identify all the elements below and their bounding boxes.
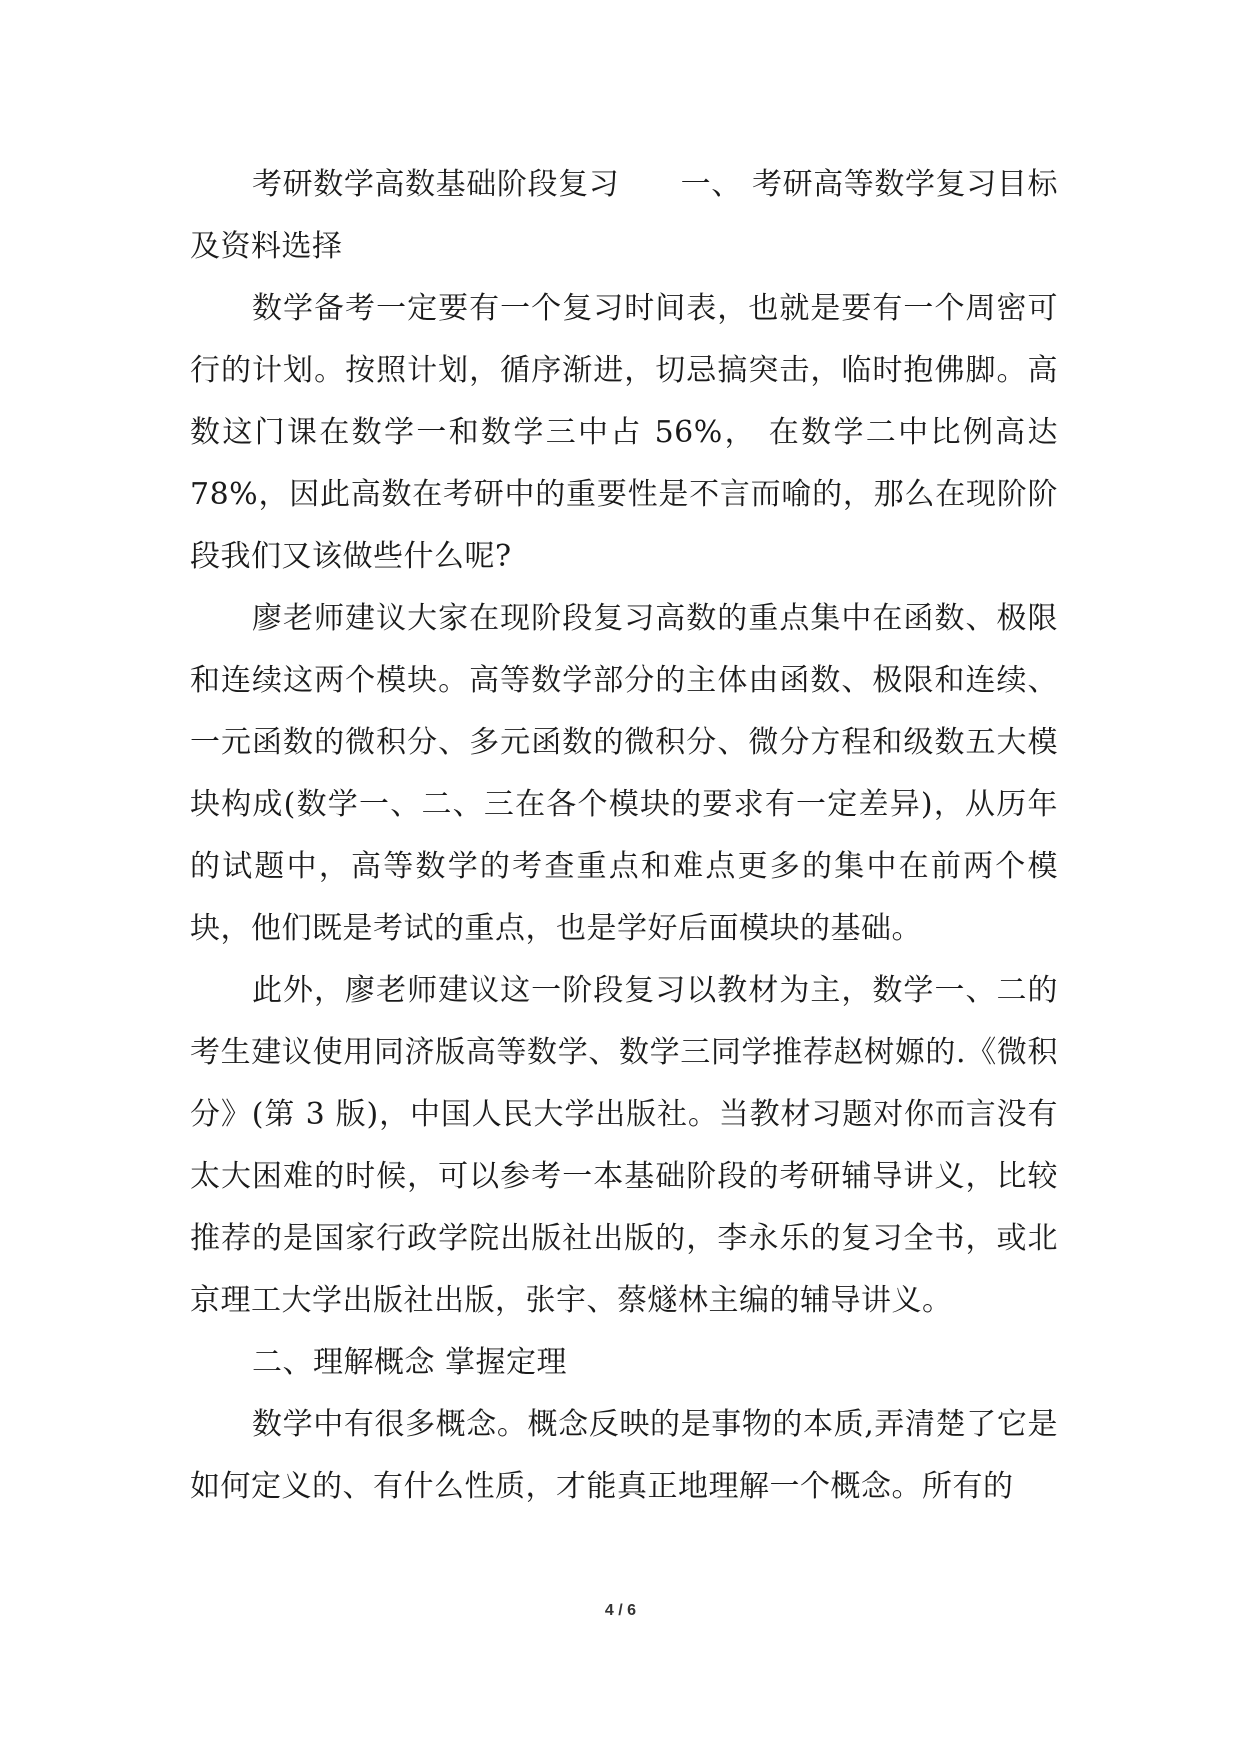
heading-paragraph: 考研数学高数基础阶段复习 一、 考研高等数学复习目标及资料选择 bbox=[190, 167, 1058, 264]
body-paragraph: 廖老师建议大家在现阶段复习高数的重点集中在函数、极限和连续这两个模块。高等数学部分的主体由函数、极限和连续、一元函数的微积分、多元函数的微积分、微分方程和级数五大模块构成(数学一、二、三在各个模块的要求有一定差异)，从历年的试题中，高等数学的考查重点和难点更多的集中在前两个模块，他们既是考试的重点，也是学好后面模块的基础。 bbox=[190, 601, 1058, 946]
body-paragraph: 数学备考一定要有一个复习时间表，也就是要有一个周密可行的计划。按照计划，循序渐进，切忌搞突击，临时抱佛脚。高数这门课在数学一和数学三中占 56%， 在数学二中比例高达 78%，因此高数在考研中的重要性是不言而喻的，那么在现阶阶段我们又该做些什么呢? bbox=[190, 291, 1058, 574]
body-paragraph: 此外，廖老师建议这一阶段复习以教材为主，数学一、二的考生建议使用同济版高等数学、数学三同学推荐赵树嫄的.《微积分》(第 3 版)，中国人民大学出版社。当教材习题对你而言没有太大困难的时候，可以参考一本基础阶段的考研辅导讲义，比较推荐的是国家行政学院出版社出版的，李永乐的复习全书，或北京理工大学出版社出版，张宇、蔡燧林主编的辅导讲义。 bbox=[190, 973, 1058, 1318]
document-body bbox=[190, 154, 1058, 1518]
section-heading: 二、理解概念 掌握定理 bbox=[252, 1345, 568, 1380]
page-number: 4 / 6 bbox=[604, 1602, 637, 1619]
body-paragraph: 数学中有很多概念。概念反映的是事物的本质,弄清楚了它是如何定义的、有什么性质，才能真正地理解一个概念。所有的 bbox=[190, 1407, 1058, 1504]
